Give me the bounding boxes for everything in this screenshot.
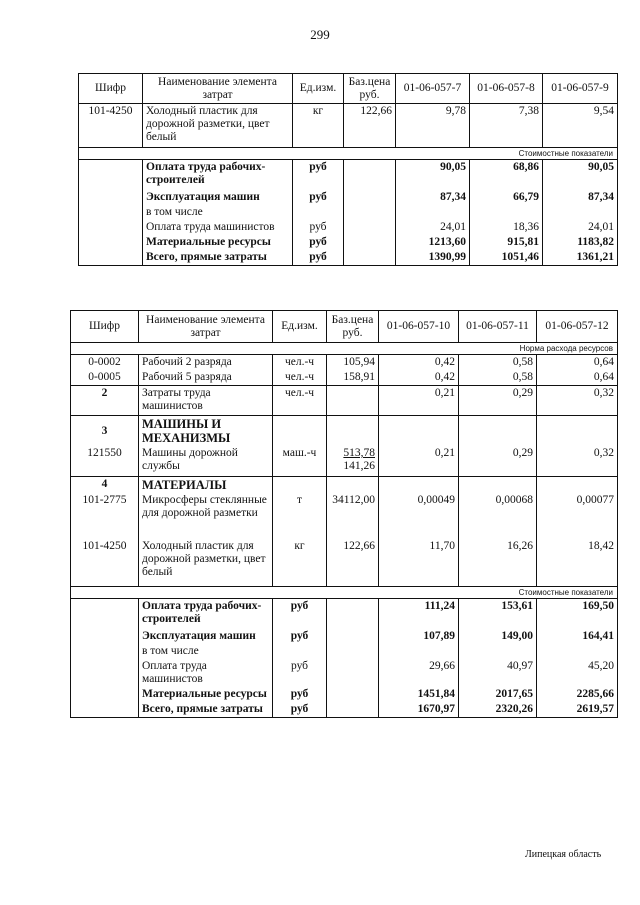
row-v3: 0,32 — [537, 446, 618, 476]
row-v3: 0,64 — [537, 370, 618, 386]
row-price-top: 513,78 — [343, 447, 375, 459]
summary-v3: 1183,82 — [543, 235, 618, 250]
summary-row — [71, 629, 618, 644]
cost-table-2 — [70, 310, 618, 718]
summary-v3: 24,01 — [543, 220, 618, 235]
section-label: Стоимостные показатели — [79, 148, 618, 160]
summary-row — [71, 599, 618, 629]
header-price: Баз.цена руб. — [344, 74, 396, 104]
table-row — [71, 355, 618, 371]
row-v3: 18,42 — [537, 539, 618, 587]
summary-v1: 107,89 — [379, 629, 459, 644]
summary-unit: руб — [273, 599, 327, 629]
row-v3: 0,00077 — [537, 493, 618, 539]
summary-unit: руб — [273, 687, 327, 702]
row-v2: 0,58 — [459, 355, 537, 371]
row-code: 101-4250 — [71, 539, 139, 587]
summary-name: Всего, прямые затраты — [143, 250, 293, 266]
summary-name: Материальные ресурсы — [139, 687, 273, 702]
row-v1: 0,42 — [379, 370, 459, 386]
row-v2: 0,00068 — [459, 493, 537, 539]
row-price: 122,66 — [344, 104, 396, 148]
row-v2: 7,38 — [470, 104, 543, 148]
summary-row — [71, 687, 618, 702]
row-name: Микросферы стеклянные для дорожной разметки — [139, 493, 273, 539]
summary-name: Материальные ресурсы — [143, 235, 293, 250]
row-v2: 16,26 — [459, 539, 537, 587]
header-shifr: Шифр — [79, 74, 143, 104]
table-row — [79, 104, 618, 148]
summary-v1: 87,34 — [396, 190, 470, 205]
row-unit: кг — [293, 104, 344, 148]
summary-row — [71, 659, 618, 687]
summary-name: Оплата труда рабочих-строителей — [139, 599, 273, 629]
summary-v1: 111,24 — [379, 599, 459, 629]
summary-v3: 87,34 — [543, 190, 618, 205]
table-row — [71, 386, 618, 416]
summary-row — [79, 250, 618, 266]
summary-row — [79, 235, 618, 250]
row-v2: 0,29 — [459, 386, 537, 416]
summary-row — [79, 205, 618, 220]
row-unit: кг — [273, 539, 327, 587]
summary-unit: руб — [293, 235, 344, 250]
header-unit: Ед.изм. — [293, 74, 344, 104]
row-v1: 0,21 — [379, 386, 459, 416]
row-unit: чел.-ч — [273, 386, 327, 416]
header-unit: Ед.изм. — [273, 311, 327, 343]
header-col2: 01-06-057-11 — [459, 311, 537, 343]
section-code: 3 — [71, 416, 139, 447]
section-code: 4 — [71, 476, 139, 493]
summary-unit: руб — [273, 629, 327, 644]
summary-name: Всего, прямые затраты — [139, 702, 273, 718]
row-code: 2 — [71, 386, 139, 416]
row-price: 158,91 — [327, 370, 379, 386]
summary-v3: 90,05 — [543, 160, 618, 190]
summary-v3: 164,41 — [537, 629, 618, 644]
row-price: 122,66 — [327, 539, 379, 587]
footer-region: Липецкая область — [525, 849, 602, 860]
summary-unit: руб — [293, 250, 344, 266]
summary-v2: 66,79 — [470, 190, 543, 205]
summary-v2: 2320,26 — [459, 702, 537, 718]
header-col2: 01-06-057-8 — [470, 74, 543, 104]
header-name: Наименование элемента затрат — [139, 311, 273, 343]
summary-v1: 1451,84 — [379, 687, 459, 702]
summary-v2: 1051,46 — [470, 250, 543, 266]
row-v1: 11,70 — [379, 539, 459, 587]
summary-unit: руб — [273, 659, 327, 687]
summary-v1: 1213,60 — [396, 235, 470, 250]
summary-name: Оплата труда машинистов — [143, 220, 293, 235]
summary-row — [71, 702, 618, 718]
row-code: 101-4250 — [79, 104, 143, 148]
summary-v2: 149,00 — [459, 629, 537, 644]
row-v2: 0,58 — [459, 370, 537, 386]
row-code: 121550 — [71, 446, 139, 476]
summary-v3: 1361,21 — [543, 250, 618, 266]
summary-v1: 90,05 — [396, 160, 470, 190]
row-v3: 0,64 — [537, 355, 618, 371]
row-name: Холодный пластик для дорожной разметки, цвет белый — [139, 539, 273, 587]
summary-row — [71, 644, 618, 659]
header-col1: 01-06-057-7 — [396, 74, 470, 104]
row-unit: маш.-ч — [273, 446, 327, 476]
summary-v2: 18,36 — [470, 220, 543, 235]
summary-name: в том числе — [143, 205, 293, 220]
summary-v1: 1390,99 — [396, 250, 470, 266]
row-unit: чел.-ч — [273, 355, 327, 371]
row-code: 0-0005 — [71, 370, 139, 386]
header-col3: 01-06-057-12 — [537, 311, 618, 343]
row-v1: 0,21 — [379, 446, 459, 476]
row-price: 105,94 — [327, 355, 379, 371]
summary-v2: 153,61 — [459, 599, 537, 629]
summary-v2: 915,81 — [470, 235, 543, 250]
row-name: Холодный пластик для дорожной разметки, цвет белый — [143, 104, 293, 148]
section-heading — [71, 476, 618, 493]
summary-row — [79, 220, 618, 235]
summary-v3: 2285,66 — [537, 687, 618, 702]
summary-row — [79, 190, 618, 205]
row-code: 101-2775 — [71, 493, 139, 539]
row-unit: чел.-ч — [273, 370, 327, 386]
row-name: Затраты труда машинистов — [139, 386, 273, 416]
cost-table-1 — [78, 73, 618, 266]
row-v1: 9,78 — [396, 104, 470, 148]
header-col1: 01-06-057-10 — [379, 311, 459, 343]
row-price-bottom: 141,26 — [343, 460, 375, 472]
summary-name: Эксплуатация машин — [143, 190, 293, 205]
summary-name: Эксплуатация машин — [139, 629, 273, 644]
row-code: 0-0002 — [71, 355, 139, 371]
summary-name: Оплата труда рабочих-строителей — [143, 160, 293, 190]
summary-unit: руб — [293, 160, 344, 190]
section-label: Стоимостные показатели — [71, 587, 618, 599]
summary-v2: 68,86 — [470, 160, 543, 190]
norm-label: Норма расхода ресурсов — [71, 343, 618, 355]
table-row — [71, 446, 618, 476]
summary-unit: руб — [293, 220, 344, 235]
section-title: МАТЕРИАЛЫ — [139, 476, 273, 493]
header-price: Баз.цена руб. — [327, 311, 379, 343]
row-name: Рабочий 2 разряда — [139, 355, 273, 371]
row-name: Машины дорожной службы — [139, 446, 273, 476]
header-name: Наименование элемента затрат — [143, 74, 293, 104]
section-title: МАШИНЫ И МЕХАНИЗМЫ — [139, 416, 273, 447]
summary-v1: 24,01 — [396, 220, 470, 235]
table-row — [71, 370, 618, 386]
summary-unit: руб — [293, 190, 344, 205]
summary-row — [79, 160, 618, 190]
row-v2: 0,29 — [459, 446, 537, 476]
table-row — [71, 493, 618, 539]
summary-name: Оплата труда машинистов — [139, 659, 273, 687]
summary-v2: 40,97 — [459, 659, 537, 687]
summary-v1: 1670,97 — [379, 702, 459, 718]
row-v1: 0,42 — [379, 355, 459, 371]
summary-v3: 169,50 — [537, 599, 618, 629]
row-price: 34112,00 — [327, 493, 379, 539]
row-price — [327, 446, 379, 476]
row-name: Рабочий 5 разряда — [139, 370, 273, 386]
summary-v3: 2619,57 — [537, 702, 618, 718]
table-row — [71, 539, 618, 587]
page-number: 299 — [310, 27, 330, 42]
summary-v3: 45,20 — [537, 659, 618, 687]
summary-v1: 29,66 — [379, 659, 459, 687]
section-heading — [71, 416, 618, 447]
row-unit: т — [273, 493, 327, 539]
row-v3: 0,32 — [537, 386, 618, 416]
summary-v2: 2017,65 — [459, 687, 537, 702]
summary-name: в том числе — [139, 644, 273, 659]
summary-unit: руб — [273, 702, 327, 718]
row-v3: 9,54 — [543, 104, 618, 148]
row-v1: 0,00049 — [379, 493, 459, 539]
header-shifr: Шифр — [71, 311, 139, 343]
header-col3: 01-06-057-9 — [543, 74, 618, 104]
